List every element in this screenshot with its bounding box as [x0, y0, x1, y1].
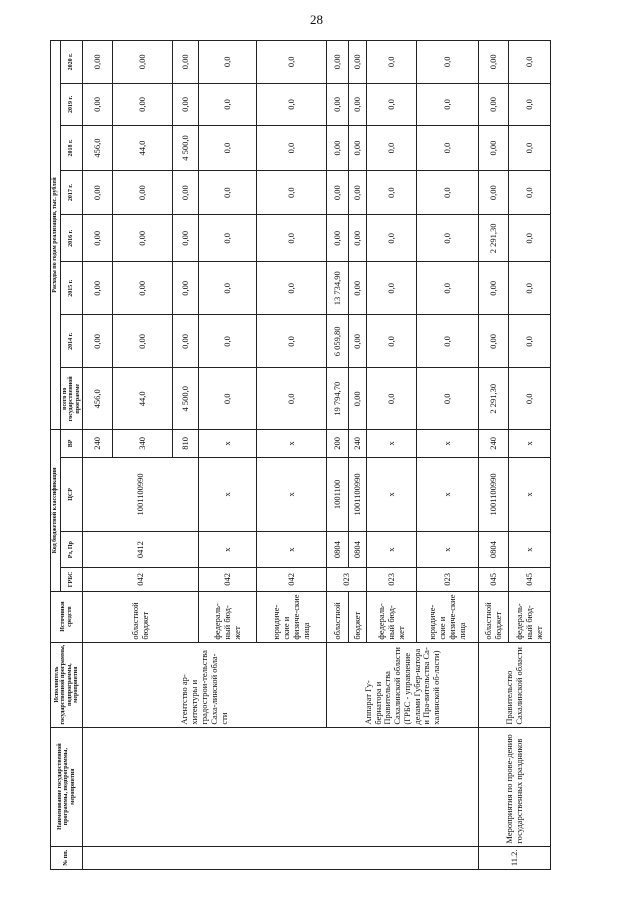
- cell-2014: 0,0: [509, 315, 551, 368]
- cell-2014: 0,0: [257, 315, 327, 368]
- cell-rzpr: x: [257, 532, 327, 568]
- header-year: 2015 г.: [60, 262, 83, 315]
- cell-executor: Аппарат Гу-бернатора и Правительства Сахалинской области (ГРБС - управление делами Губер-натора и Пра-вительства Са-халинской об-ласти): [327, 642, 479, 727]
- cell-rzpr: 0804: [327, 532, 349, 568]
- cell-total: 0,0: [509, 368, 551, 430]
- cell-vr: x: [257, 430, 327, 458]
- cell-grbs: 042: [83, 568, 199, 591]
- cell-total: 0,00: [349, 368, 367, 430]
- header-code-group: Код бюджетной классификации: [51, 430, 61, 592]
- cell-2014: 0,00: [173, 315, 199, 368]
- cell-total: 0,0: [367, 368, 417, 430]
- cell-2019: 0,0: [509, 83, 551, 126]
- cell-2020: 0,00: [327, 41, 349, 84]
- header-rzpr: Рз, Пр: [60, 532, 83, 568]
- budget-table-sheet: [50, 40, 590, 870]
- cell-source: юридиче-ские и физиче-ские лица: [417, 591, 479, 642]
- cell-grbs: 042: [199, 568, 257, 591]
- cell-2016: 0,00: [349, 215, 367, 262]
- cell-2019: 0,00: [479, 83, 509, 126]
- cell-source: юридиче-ские и физиче-ские лица: [257, 591, 327, 642]
- cell-source: областной: [327, 591, 349, 642]
- cell-source: областной бюджет: [479, 591, 509, 642]
- cell-2016: 0,00: [83, 215, 113, 262]
- cell-vr: 240: [83, 430, 113, 458]
- cell-csr: x: [257, 457, 327, 531]
- cell-2017: 0,00: [349, 170, 367, 215]
- cell-2015: 0,00: [173, 262, 199, 315]
- cell-2017: 0,0: [257, 170, 327, 215]
- cell-2015: 0,00: [113, 262, 173, 315]
- cell-2018: 44,0: [113, 126, 173, 171]
- cell-grbs: 023: [327, 568, 367, 591]
- cell-2019: 0,00: [327, 83, 349, 126]
- cell-rzpr: x: [199, 532, 257, 568]
- table-row: [479, 41, 509, 870]
- cell-vr: 240: [479, 430, 509, 458]
- cell-executor: Агентство ар-хитектуры и градострои-тельства Саха-линской обла-сти: [83, 642, 327, 727]
- cell-rzpr: x: [509, 532, 551, 568]
- cell-vr: 200: [327, 430, 349, 458]
- cell-2016: 2 291,30: [479, 215, 509, 262]
- cell-2019: 0,00: [349, 83, 367, 126]
- cell-2016: 0,0: [257, 215, 327, 262]
- cell-num: [83, 846, 479, 869]
- cell-2017: 0,00: [83, 170, 113, 215]
- cell-vr: x: [417, 430, 479, 458]
- cell-csr: x: [367, 457, 417, 531]
- cell-total: 2 291,30: [479, 368, 509, 430]
- budget-table: [50, 40, 551, 870]
- cell-2014: 6 059,80: [327, 315, 349, 368]
- cell-vr: x: [199, 430, 257, 458]
- header-vr: ВР: [60, 430, 83, 458]
- cell-2018: 0,0: [199, 126, 257, 171]
- cell-2015: 0,0: [367, 262, 417, 315]
- header-grbs: ГРБС: [60, 568, 83, 591]
- header-year: 2018 г.: [60, 126, 83, 171]
- cell-2016: 0,0: [199, 215, 257, 262]
- cell-2017: 0,00: [479, 170, 509, 215]
- cell-2018: 0,0: [257, 126, 327, 171]
- cell-2015: 13 734,90: [327, 262, 349, 315]
- cell-2020: 0,00: [173, 41, 199, 84]
- cell-vr: 340: [113, 430, 173, 458]
- cell-total: 0,0: [199, 368, 257, 430]
- cell-csr: 1001100990: [349, 457, 367, 531]
- cell-source: федераль-ный бюд-жет: [509, 591, 551, 642]
- cell-2016: 0,00: [327, 215, 349, 262]
- cell-executor: Правительство Сахалинской области: [479, 642, 551, 727]
- header-year: 2019 г.: [60, 83, 83, 126]
- cell-total: 0,0: [257, 368, 327, 430]
- cell-2018: 0,0: [417, 126, 479, 171]
- cell-csr: 1001100: [327, 457, 349, 531]
- cell-2020: 0,0: [199, 41, 257, 84]
- header-row-1: [51, 41, 61, 870]
- cell-2020: 0,00: [83, 41, 113, 84]
- header-num: № пп.: [51, 846, 83, 869]
- cell-2019: 0,0: [257, 83, 327, 126]
- cell-2018: 456,0: [83, 126, 113, 171]
- cell-2014: 0,00: [113, 315, 173, 368]
- header-year: 2014 г.: [60, 315, 83, 368]
- cell-2020: 0,0: [417, 41, 479, 84]
- cell-2020: 0,00: [349, 41, 367, 84]
- header-year: 2020 г.: [60, 41, 83, 84]
- cell-2020: 0,00: [479, 41, 509, 84]
- header-source: Источники средств: [51, 591, 83, 642]
- cell-2015: 0,00: [83, 262, 113, 315]
- header-name: Наименование государственной программы, подпрограммы, мероприятия: [51, 727, 83, 846]
- cell-2020: 0,0: [257, 41, 327, 84]
- cell-csr: 1001100990: [479, 457, 509, 531]
- cell-csr: x: [417, 457, 479, 531]
- cell-total: 19 794,70: [327, 368, 349, 430]
- cell-2019: 0,00: [113, 83, 173, 126]
- cell-2016: 0,0: [417, 215, 479, 262]
- cell-2017: 0,00: [113, 170, 173, 215]
- cell-2017: 0,0: [199, 170, 257, 215]
- cell-2016: 0,0: [509, 215, 551, 262]
- cell-2016: 0,0: [367, 215, 417, 262]
- cell-2014: 0,00: [349, 315, 367, 368]
- cell-2017: 0,00: [327, 170, 349, 215]
- header-year: 2017 г.: [60, 170, 83, 215]
- cell-name: [83, 727, 479, 846]
- cell-2015: 0,0: [257, 262, 327, 315]
- cell-grbs: 023: [417, 568, 479, 591]
- cell-rzpr: 0412: [83, 532, 199, 568]
- cell-2020: 0,0: [509, 41, 551, 84]
- cell-total: 0,0: [417, 368, 479, 430]
- cell-2019: 0,00: [83, 83, 113, 126]
- cell-2015: 0,0: [199, 262, 257, 315]
- cell-2014: 0,0: [199, 315, 257, 368]
- cell-num: 11.2.: [479, 846, 551, 869]
- page-number: 28: [310, 12, 323, 27]
- cell-2018: 0,00: [327, 126, 349, 171]
- cell-2014: 0,0: [367, 315, 417, 368]
- header-executor: Исполнитель государственной программы, подпрограммы, мероприятия: [51, 642, 83, 727]
- cell-source: бюджет: [349, 591, 367, 642]
- cell-2019: 0,0: [367, 83, 417, 126]
- cell-2016: 0,00: [173, 215, 199, 262]
- cell-2019: 0,0: [417, 83, 479, 126]
- cell-2019: 0,00: [173, 83, 199, 126]
- cell-source: федераль-ный бюд-жет: [199, 591, 257, 642]
- cell-2018: 4 500,0: [173, 126, 199, 171]
- cell-csr: x: [199, 457, 257, 531]
- cell-rzpr: x: [367, 532, 417, 568]
- cell-total: 456,0: [83, 368, 113, 430]
- cell-source: областной бюджет: [83, 591, 199, 642]
- cell-csr: x: [509, 457, 551, 531]
- cell-grbs: 045: [479, 568, 509, 591]
- cell-grbs: 023: [367, 568, 417, 591]
- cell-name: Мероприятия по прове-дению государственных праздников: [479, 727, 551, 846]
- cell-total: 4 500,0: [173, 368, 199, 430]
- cell-2015: 0,0: [509, 262, 551, 315]
- cell-2014: 0,00: [83, 315, 113, 368]
- header-total: всего по государственной программе: [60, 368, 83, 430]
- cell-2016: 0,00: [113, 215, 173, 262]
- cell-source: федераль-ный бюд-жет: [367, 591, 417, 642]
- cell-2018: 0,00: [479, 126, 509, 171]
- cell-rzpr: 0804: [349, 532, 367, 568]
- cell-2017: 0,0: [417, 170, 479, 215]
- cell-2018: 0,0: [367, 126, 417, 171]
- cell-csr: 1001100990: [83, 457, 199, 531]
- cell-2017: 0,0: [367, 170, 417, 215]
- cell-2020: 0,0: [367, 41, 417, 84]
- cell-rzpr: 0804: [479, 532, 509, 568]
- cell-grbs: 042: [257, 568, 327, 591]
- cell-vr: 810: [173, 430, 199, 458]
- cell-2014: 0,0: [417, 315, 479, 368]
- cell-rzpr: x: [417, 532, 479, 568]
- cell-vr: 240: [349, 430, 367, 458]
- cell-2014: 0,00: [479, 315, 509, 368]
- header-year: 2016 г.: [60, 215, 83, 262]
- cell-2017: 0,0: [509, 170, 551, 215]
- cell-vr: x: [367, 430, 417, 458]
- cell-2015: 0,00: [479, 262, 509, 315]
- cell-2015: 0,00: [349, 262, 367, 315]
- cell-2019: 0,0: [199, 83, 257, 126]
- cell-2015: 0,0: [417, 262, 479, 315]
- cell-grbs: 045: [509, 568, 551, 591]
- cell-2018: 0,00: [349, 126, 367, 171]
- cell-vr: x: [509, 430, 551, 458]
- cell-2020: 0,00: [113, 41, 173, 84]
- cell-2018: 0,0: [509, 126, 551, 171]
- header-expenses-group: Расходы по годам реализации, тыс. рублей: [51, 41, 61, 430]
- table-row: [83, 41, 113, 870]
- cell-total: 44,0: [113, 368, 173, 430]
- cell-2017: 0,00: [173, 170, 199, 215]
- header-csr: ЦСР: [60, 457, 83, 531]
